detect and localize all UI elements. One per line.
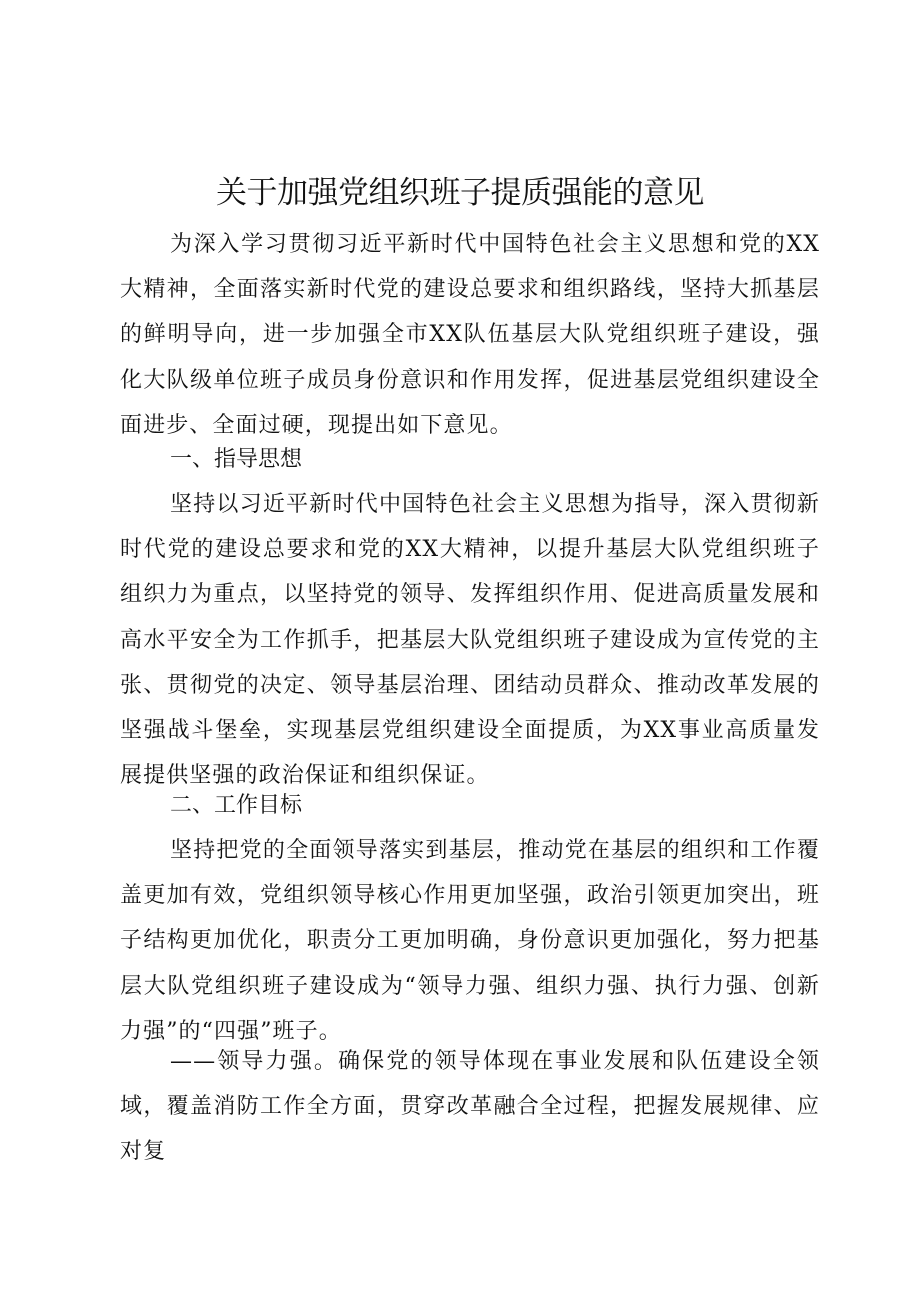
section-paragraph-guiding-ideology: 坚持以习近平新时代中国特色社会主义思想为指导，深入贯彻新时代党的建设总要求和党的XX大精神，以提升基层大队党组织班子组织力为重点，以坚持党的领导、发挥组织作用、促进高质量发展和高水平安全为工作抓手，把基层大队党组织班子建设成为宣传党的主张、贯彻党的决定、领导基层治理、团结动员群众、推动改革发展的坚强战斗堡垒，实现基层党组织建设全面提质，为XX事业高质量发展提供坚强的政治保证和组织保证。 bbox=[120, 492, 820, 789]
section-paragraph-leadership-strength: ——领导力强。确保党的领导体现在事业发展和队伍建设全领域，覆盖消防工作全方面，贯穿改革融合全过程，把握发展规律、应对复 bbox=[120, 1049, 820, 1165]
document-title: 关于加强党组织班子提质强能的意见 bbox=[216, 175, 704, 211]
intro-paragraph: 为深入学习贯彻习近平新时代中国特色社会主义思想和党的XX大精神，全面落实新时代党的建设总要求和组织路线，坚持大抓基层的鲜明导向，进一步加强全市XX队伍基层大队党组织班子建设，强化大队级单位班子成员身份意识和作用发挥，促进基层党组织建设全面进步、全面过硬，现提出如下意见。 bbox=[120, 232, 820, 438]
section-heading-work-goals: 二、工作目标 bbox=[170, 793, 303, 818]
section-paragraph-work-goals: 坚持把党的全面领导落实到基层，推动党在基层的组织和工作覆盖更加有效，党组织领导核心作用更加坚强，政治引领更加突出，班子结构更加优化，职责分工更加明确，身份意识更加强化，努力把基层大队党组织班子建设成为“领导力强、组织力强、执行力强、创新力强”的“四强”班子。 bbox=[120, 838, 820, 1044]
section-heading-guiding-ideology: 一、指导思想 bbox=[170, 447, 303, 472]
